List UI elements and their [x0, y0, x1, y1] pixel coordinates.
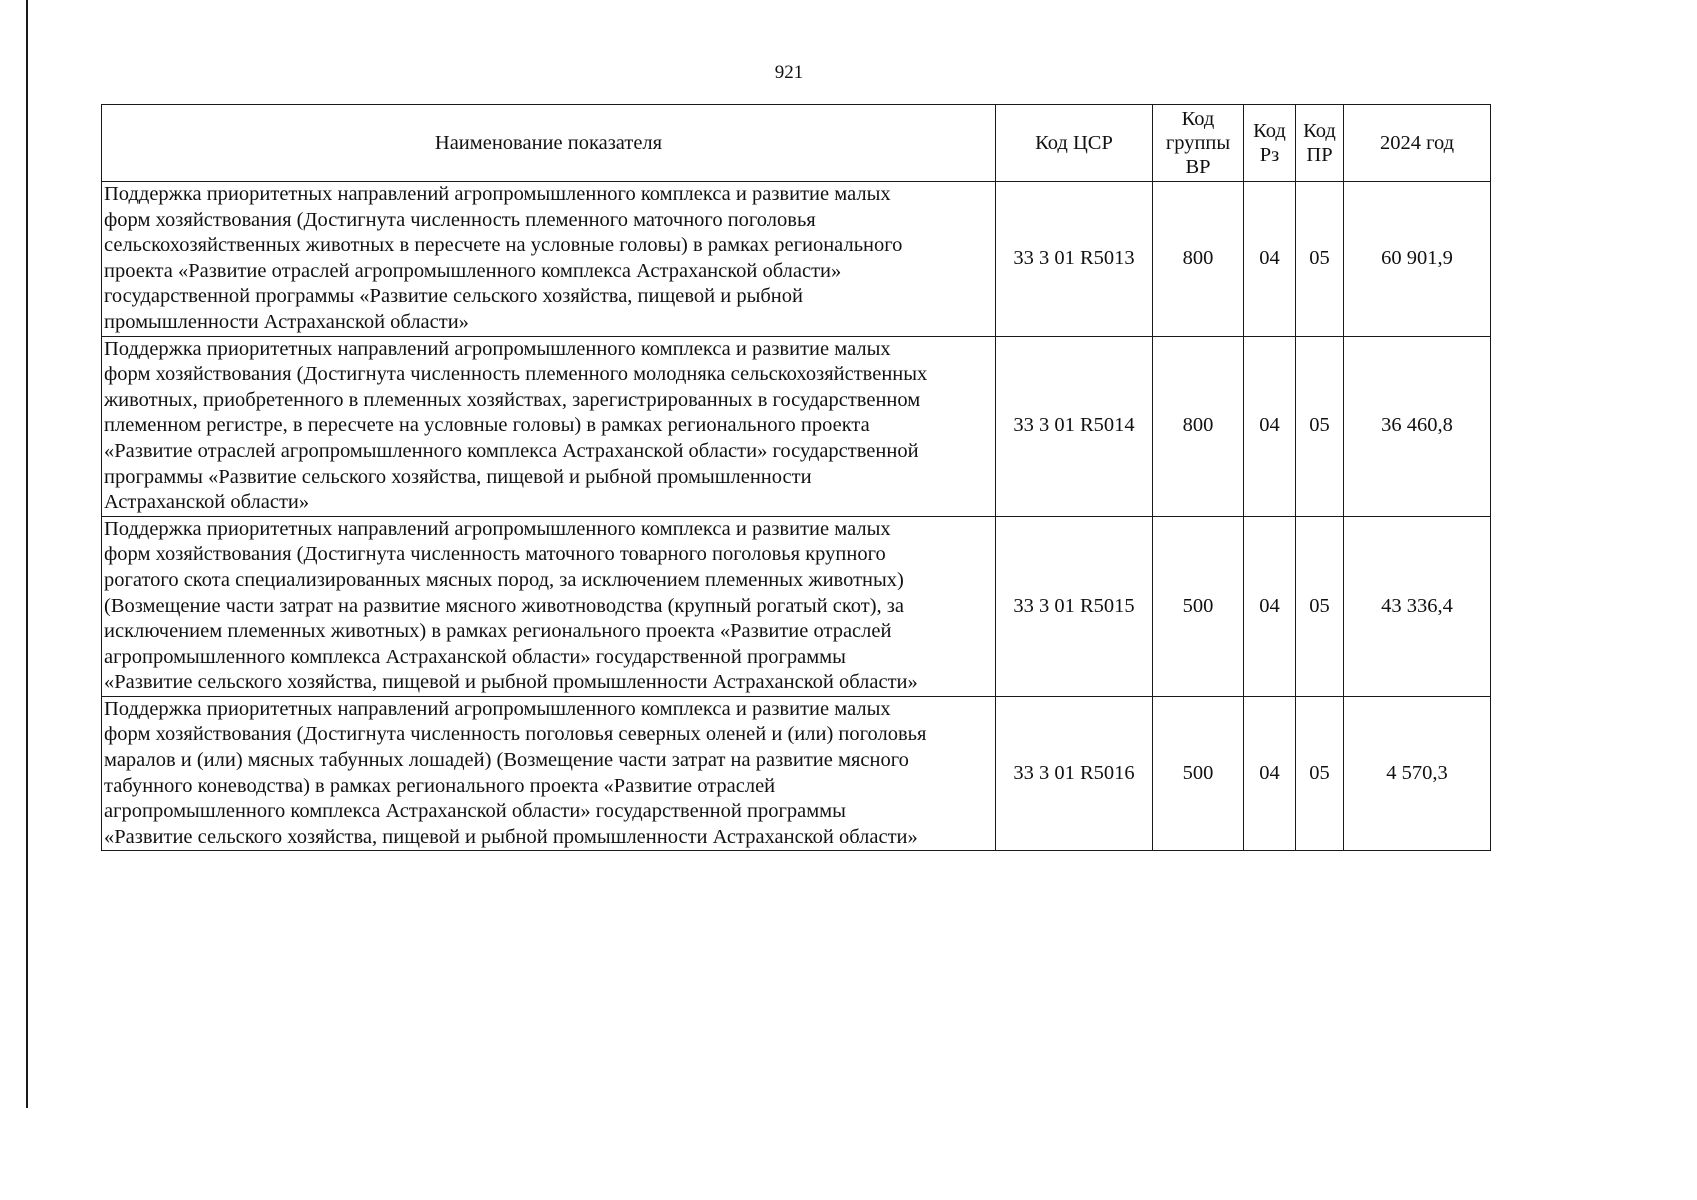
- header-pr-code: Код ПР: [1296, 105, 1344, 182]
- vr-code: 500: [1153, 516, 1244, 696]
- vr-code: 500: [1153, 696, 1244, 851]
- amount-2024: 4 570,3: [1344, 696, 1491, 851]
- table-row: [102, 182, 1491, 337]
- indicator-name: Поддержка приоритетных направлений агропромышленного комплекса и развитие малых форм хозяйствования (Достигнута численность маточного товарного поголовья крупного рогатого скота специализированных мясных пород, за исключением племенных животных) (Возмещение части затрат на развитие мясного животноводства (крупный рогатый скот), за исключением племенных животных) в рамках регионального проекта «Развитие отраслей агропромышленного комплекса Астраханской области» государственной программы «Развитие сельского хозяйства, пищевой и рыбной промышленности Астраханской области»: [102, 516, 996, 696]
- header-csr-code: Код ЦСР: [996, 105, 1153, 182]
- vr-code: 800: [1153, 182, 1244, 337]
- header-rz-code: Код Рз: [1244, 105, 1296, 182]
- rz-code: 04: [1244, 182, 1296, 337]
- page-number: 921: [774, 62, 804, 83]
- header-name: Наименование показателя: [102, 105, 996, 182]
- pr-code: 05: [1296, 696, 1344, 851]
- csr-code: 33 3 01 R5015: [996, 516, 1153, 696]
- header-year-2024: 2024 год: [1344, 105, 1491, 182]
- pr-code: 05: [1296, 336, 1344, 516]
- csr-code: 33 3 01 R5013: [996, 182, 1153, 337]
- table-row: [102, 696, 1491, 851]
- csr-code: 33 3 01 R5016: [996, 696, 1153, 851]
- indicator-name: Поддержка приоритетных направлений агропромышленного комплекса и развитие малых форм хозяйствования (Достигнута численность племенного маточного поголовья сельскохозяйственных животных в пересчете на условные головы) в рамках регионального проекта «Развитие отраслей агропромышленного комплекса Астраханской области» государственной программы «Развитие сельского хозяйства, пищевой и рыбной промышленности Астраханской области»: [102, 182, 996, 337]
- amount-2024: 60 901,9: [1344, 182, 1491, 337]
- rz-code: 04: [1244, 516, 1296, 696]
- pr-code: 05: [1296, 516, 1344, 696]
- indicator-name: Поддержка приоритетных направлений агропромышленного комплекса и развитие малых форм хозяйствования (Достигнута численность племенного молодняка сельскохозяйственных животных, приобретенного в племенных хозяйствах, зарегистрированных в государственном племенном регистре, в пересчете на условные головы) в рамках регионального проекта «Развитие отраслей агропромышленного комплекса Астраханской области» государственной программы «Развитие сельского хозяйства, пищевой и рыбной промышленности Астраханской области»: [102, 336, 996, 516]
- table-header: [102, 105, 1491, 182]
- rz-code: 04: [1244, 696, 1296, 851]
- csr-code: 33 3 01 R5014: [996, 336, 1153, 516]
- indicator-name: Поддержка приоритетных направлений агропромышленного комплекса и развитие малых форм хозяйствования (Достигнута численность поголовья северных оленей и (или) поголовья маралов и (или) мясных табунных лошадей) (Возмещение части затрат на развитие мясного табунного коневодства) в рамках регионального проекта «Развитие отраслей агропромышленного комплекса Астраханской области» государственной программы «Развитие сельского хозяйства, пищевой и рыбной промышленности Астраханской области»: [102, 696, 996, 851]
- amount-2024: 36 460,8: [1344, 336, 1491, 516]
- table-row: [102, 516, 1491, 696]
- amount-2024: 43 336,4: [1344, 516, 1491, 696]
- scan-edge-line: [26, 0, 28, 1108]
- header-row: [102, 105, 1491, 182]
- budget-table: [101, 104, 1491, 851]
- pr-code: 05: [1296, 182, 1344, 337]
- rz-code: 04: [1244, 336, 1296, 516]
- vr-code: 800: [1153, 336, 1244, 516]
- table-body: [102, 182, 1491, 851]
- table-row: [102, 336, 1491, 516]
- header-vr-code: Код группы ВР: [1153, 105, 1244, 182]
